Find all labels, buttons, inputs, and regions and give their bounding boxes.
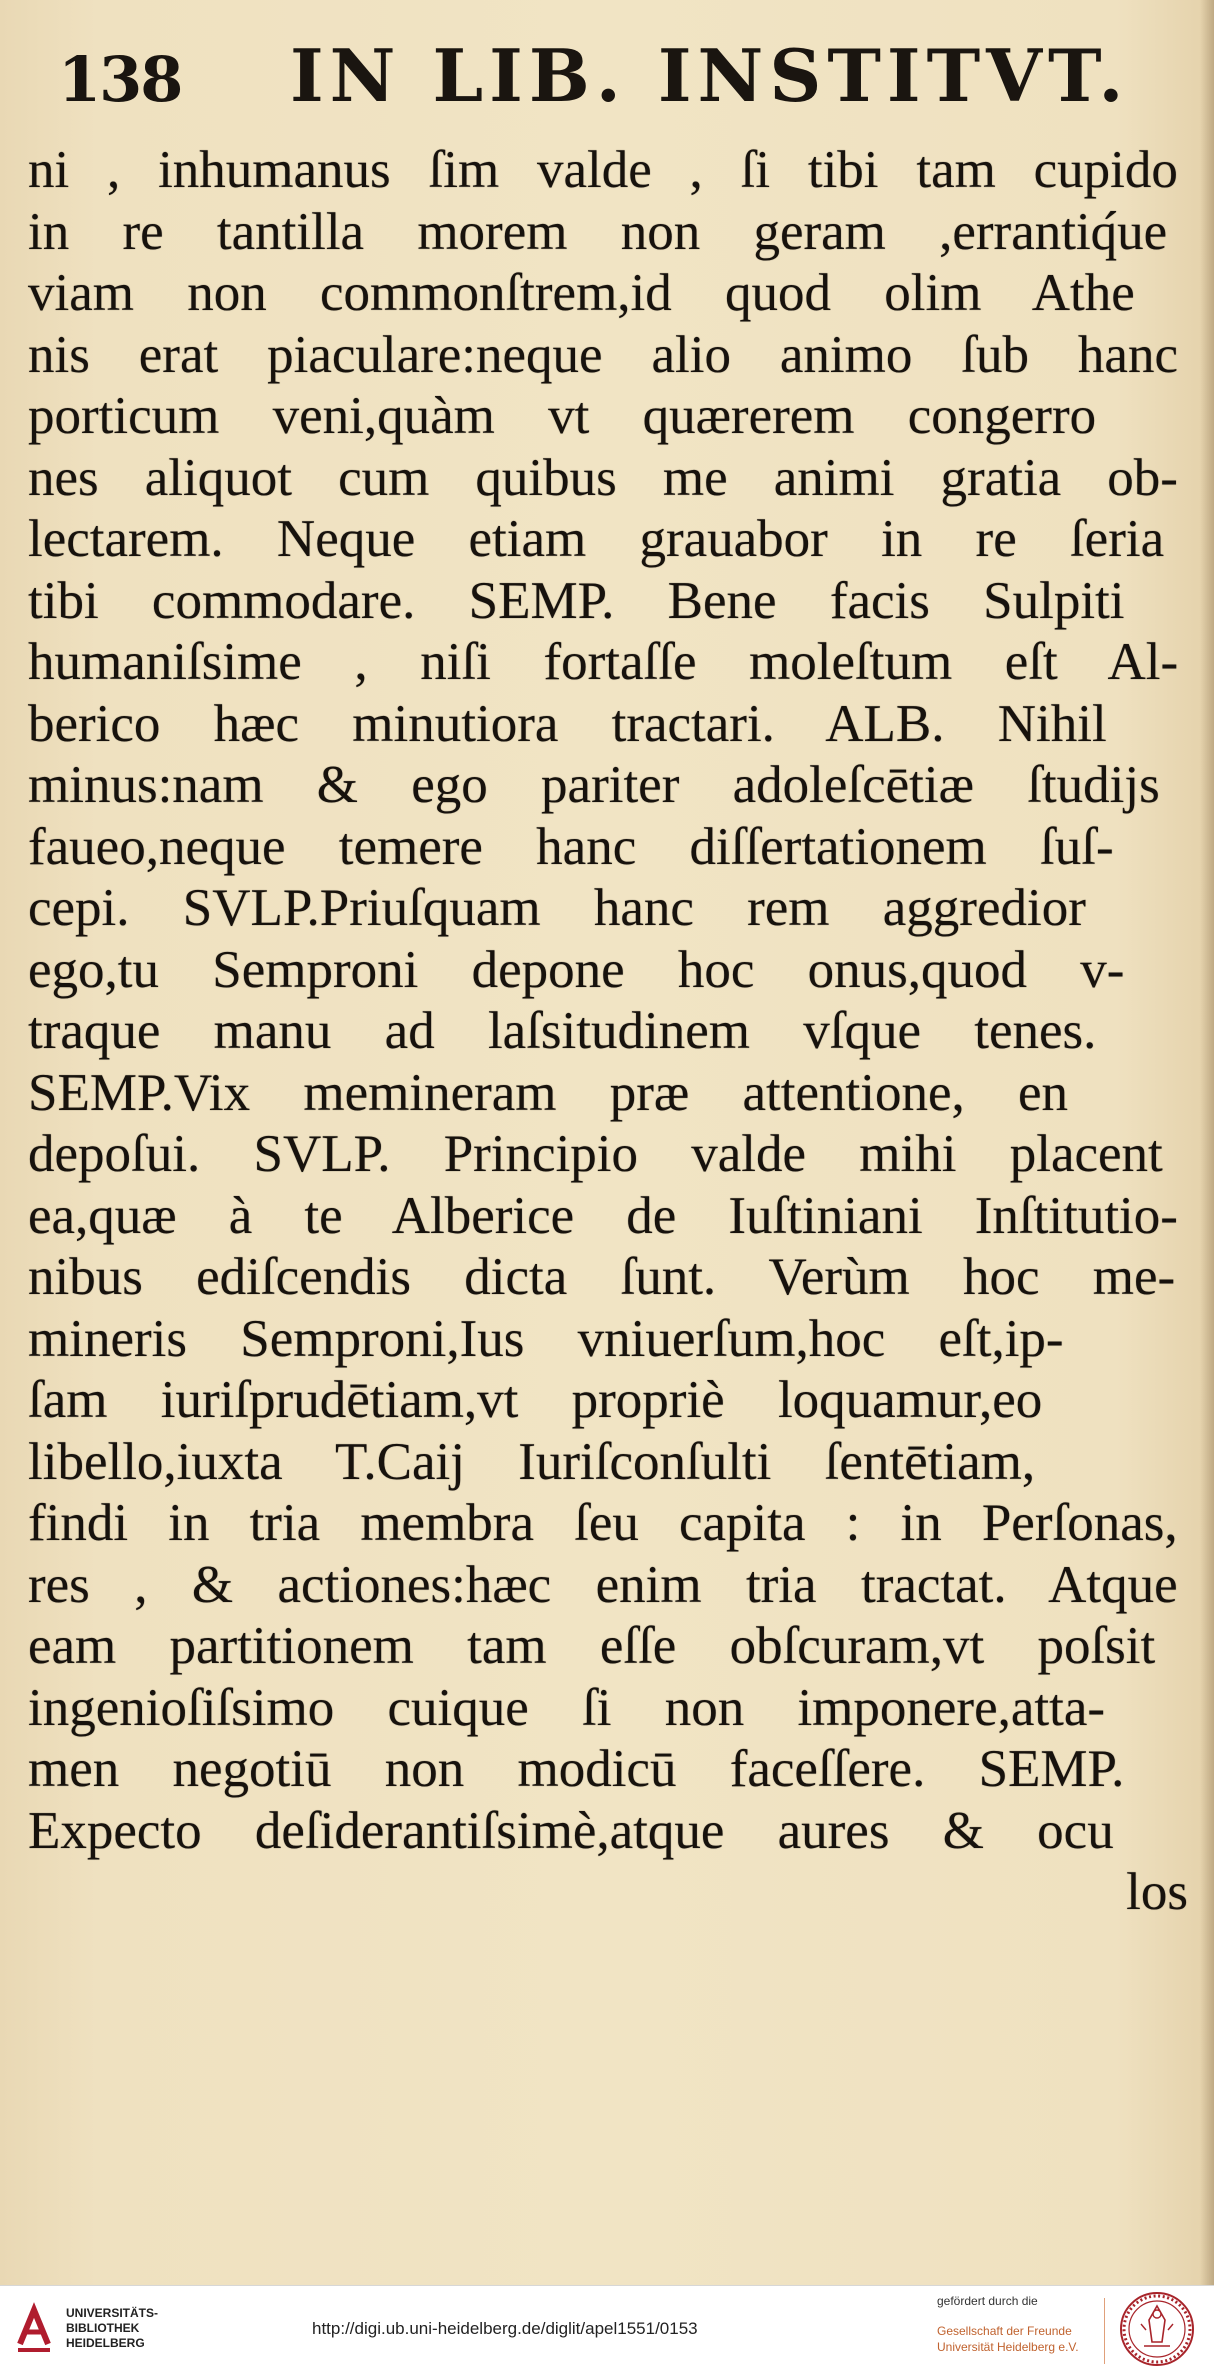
- text-line: berico hæc minutiora tractari. ALB. Nihil: [28, 694, 1107, 753]
- sponsor-name-line: Gesellschaft der Freunde: [937, 2324, 1072, 2338]
- sponsor-name-line: Universität Heidelberg e.V.: [937, 2340, 1079, 2354]
- text-line: ego,tu Semproni depone hoc onus,quod v-: [28, 940, 1125, 999]
- text-line: Expecto deſiderantiſsimè,atque aures & ocu: [28, 1801, 1114, 1860]
- catchword: los: [1126, 1863, 1188, 1921]
- page-number: 138: [58, 43, 182, 116]
- text-line: ea,quæ à te Alberice de Iuſtiniani Inſtitutio-: [28, 1186, 1178, 1245]
- sponsor-name[interactable]: [937, 2323, 1079, 2355]
- text-line: in re tantilla morem non geram ,errantiq́ue: [28, 202, 1168, 261]
- library-name-line: BIBLIOTHEK: [66, 2321, 140, 2335]
- text-line: men negotiū non modicū faceſſere. SEMP.: [28, 1740, 1125, 1798]
- text-line: traque manu ad laſsitudinem vſque tenes.: [28, 1002, 1097, 1060]
- body-text: [28, 140, 1208, 1924]
- permalink-url[interactable]: http://digi.ub.uni-heidelberg.de/diglit/apel1551/0153: [312, 2319, 698, 2338]
- text-line: res , & actiones:hæc enim tria tractat. Atque: [28, 1555, 1178, 1614]
- text-line: libello,iuxta T.Caij Iuriſconſulti ſentētiam,: [28, 1432, 1036, 1491]
- page-header: [40, 25, 1180, 125]
- library-name-line: HEIDELBERG: [66, 2336, 145, 2350]
- text-line: findi in tria membra ſeu capita : in Perſonas,: [28, 1494, 1178, 1552]
- university-seal-icon[interactable]: [1118, 2290, 1196, 2368]
- library-name[interactable]: [66, 2306, 158, 2351]
- text-line: mineris Semproni,Ius vniuerſum,hoc eſt,ip-: [28, 1309, 1064, 1368]
- text-line: nibus ediſcendis dicta ſunt. Verùm hoc me-: [28, 1248, 1176, 1306]
- text-line: lectarem. Neque etiam grauabor in re ſeria: [28, 510, 1165, 568]
- running-title: IN LIB. INSTITVT.: [290, 33, 1130, 118]
- text-line: eam partitionem tam eſſe obſcuram,vt poſsit: [28, 1617, 1156, 1675]
- text-line: nes aliquot cum quibus me animi gratia ob-: [28, 448, 1178, 507]
- library-name-line: UNIVERSITÄTS-: [66, 2306, 159, 2320]
- text-line: minus:nam & ego pariter adoleſcētiæ ſtudijs: [28, 756, 1160, 814]
- text-line: porticum veni,quàm vt quærerem congerro: [28, 387, 1097, 445]
- text-line: SEMP.Vix memineram præ attentione, en: [28, 1063, 1069, 1122]
- text-line: nis erat piaculare:neque alio animo ſub hanc: [28, 325, 1178, 384]
- text-line: faueo,neque temere hanc diſſertationem ſuſ-: [28, 817, 1114, 876]
- university-library-logo-icon[interactable]: [14, 2302, 54, 2356]
- footer-divider: [1104, 2298, 1105, 2364]
- text-line: ſam iuriſprudētiam,vt propriè loquamur,eo: [28, 1371, 1043, 1429]
- text-line: humaniſsime , niſi fortaſſe moleſtum eſt Al-: [28, 633, 1179, 691]
- text-line: depoſui. SVLP. Principio valde mihi placent: [28, 1125, 1163, 1183]
- sponsor-intro-text: gefördert durch die: [937, 2294, 1038, 2308]
- viewer-footer: [0, 2285, 1214, 2372]
- text-line: ni , inhumanus ſim valde , ſi tibi tam cupido: [28, 141, 1178, 199]
- text-line: cepi. SVLP.Priuſquam hanc rem aggredior: [28, 879, 1086, 937]
- text-line: viam non commonſtrem,id quod olim Athe: [28, 264, 1135, 322]
- text-line: tibi commodare. SEMP. Bene facis Sulpiti: [28, 571, 1125, 630]
- text-line: ingenioſiſsimo cuique ſi non imponere,atta-: [28, 1678, 1105, 1737]
